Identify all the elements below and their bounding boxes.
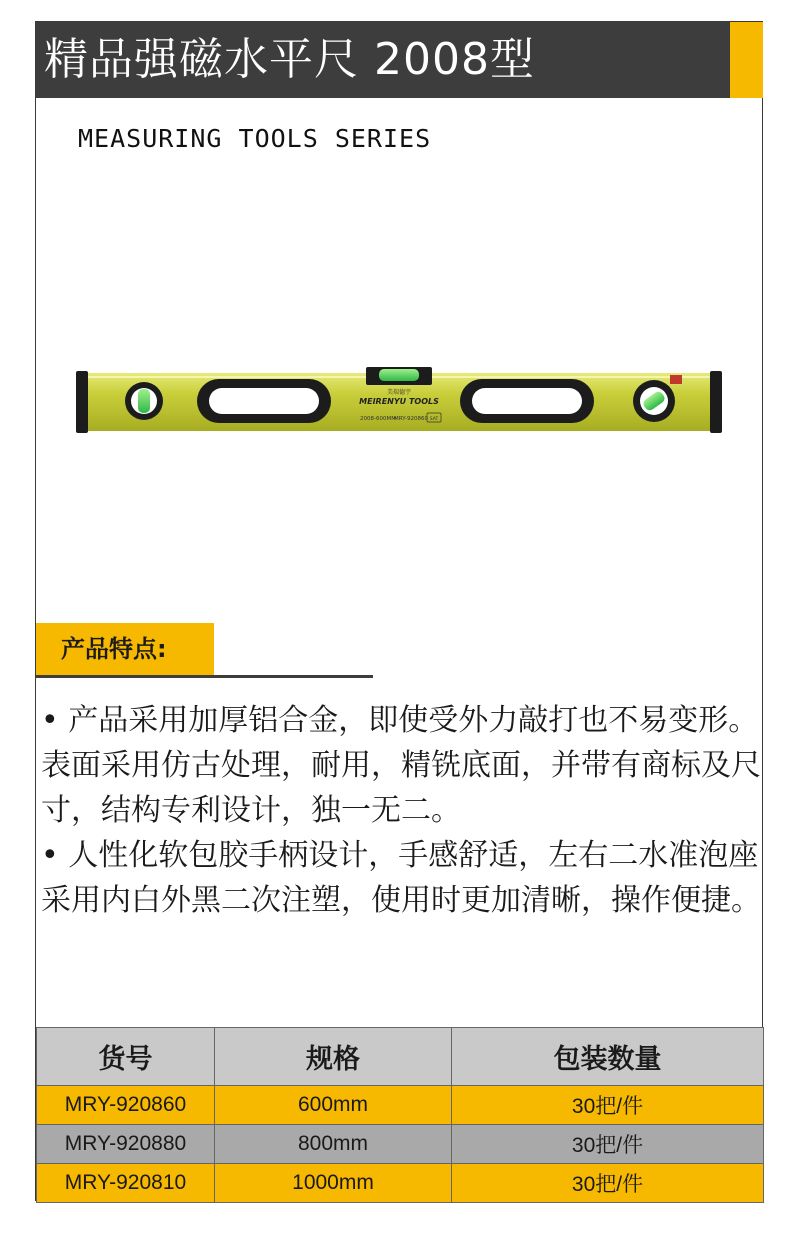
features-list [41,698,761,923]
cell-size: 600mm [215,1086,452,1125]
model-code-text: MRY-920860 [394,416,428,422]
header-code: 货号 [37,1028,215,1086]
features-heading: 产品特点: [36,623,214,675]
header-qty: 包装数量 [452,1028,764,1086]
product-card [35,21,763,1201]
feature-item: • 产品采用加厚铝合金，即使受外力敲打也不易变形。表面采用仿古处理，耐用，精铣底面，并带有商标及尺寸，结构专利设计，独一无二。 [41,703,761,828]
table-row [37,1164,764,1203]
table-row [37,1125,764,1164]
spec-table [36,1027,764,1203]
table-header-row [37,1028,764,1086]
spirit-level-image [76,367,722,437]
cell-size: 1000mm [215,1164,452,1203]
page-title: 精品强磁水平尺 2008型 [36,22,730,98]
series-subtitle: MEASURING TOOLS SERIES [78,124,432,153]
spirit-level-icon [76,367,722,437]
cell-size: 800mm [215,1125,452,1164]
cell-qty: 30把/件 [452,1086,764,1125]
model-size-text: 2008-600MM [360,416,396,422]
feature-item: • 人性化软包胶手柄设计，手感舒适，左右二水准泡座采用内白外黑二次注塑，使用时更加清晰，操作便捷。 [41,838,761,918]
badge-text: SAT [429,417,439,422]
cell-qty: 30把/件 [452,1125,764,1164]
title-accent-block [730,22,763,98]
cell-code: MRY-920880 [37,1125,215,1164]
table-row [37,1086,764,1125]
header-size: 规格 [215,1028,452,1086]
cell-code: MRY-920860 [37,1086,215,1125]
cell-qty: 30把/件 [452,1164,764,1203]
brand-cn-text: 美瑞德宇 [386,389,412,396]
brand-text: MEIRENYU TOOLS [359,397,439,406]
features-divider [36,675,373,678]
cell-code: MRY-920810 [37,1164,215,1203]
